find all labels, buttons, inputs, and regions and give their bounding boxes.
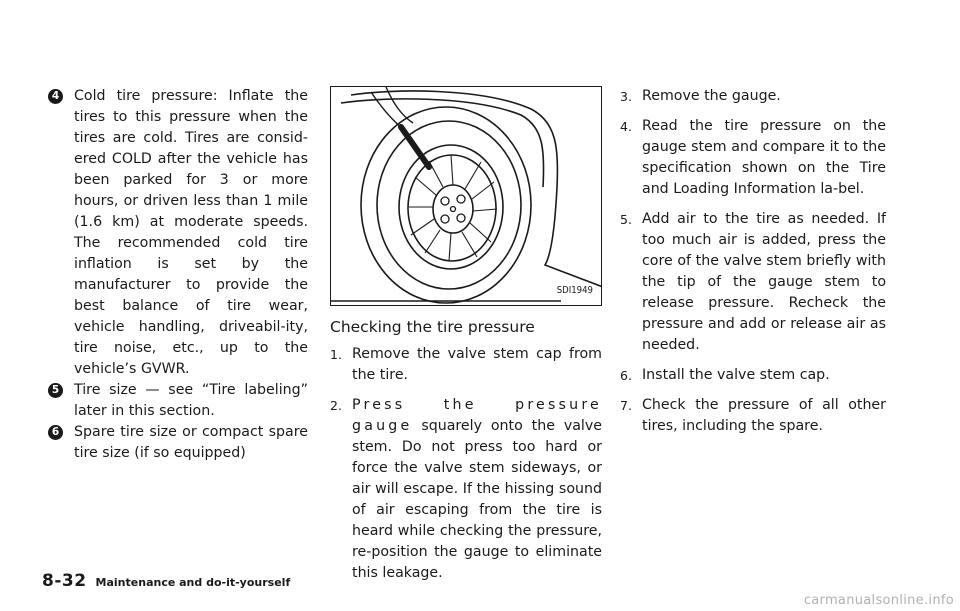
step-text: Remove the gauge. <box>642 88 781 104</box>
step-lead-text: Press the pressure gauge <box>352 397 602 434</box>
step-item <box>620 365 886 386</box>
step-text: Install the valve stem cap. <box>642 367 830 383</box>
note-item <box>48 86 308 380</box>
step-number: 7. <box>620 398 632 413</box>
step-number: 1. <box>330 347 342 362</box>
step-number: 2. <box>330 398 342 413</box>
section-heading: Checking the tire pressure <box>330 318 535 336</box>
step-item <box>330 395 602 584</box>
tire-pressure-gauge-illustration <box>331 87 602 306</box>
watermark: carmanualsonline.info <box>803 593 954 608</box>
page-footer <box>42 571 290 591</box>
note-text: Cold tire pressure: Inflate the tires to this pressure when the tires are cold. Tires are consid-ered COLD after the vehicle has been parked for 3 or more hours, or driven less than 1 mile (1.6 km) at moderate speeds. The recommended cold tire inflation is set by the manufacturer to provide the best balance of tire wear, vehicle handling, driveabil-ity, tire noise, etc., up to the vehicle’s GVWR. <box>74 88 308 377</box>
tire-label-notes <box>48 86 308 464</box>
note-text: Tire size — see “Tire labeling” later in this section. <box>74 382 308 419</box>
note-item <box>48 422 308 464</box>
tire-gauge-figure <box>330 86 602 306</box>
circled-number-marker: 6 <box>48 425 63 440</box>
checking-pressure-section <box>330 86 602 593</box>
step-item <box>620 395 886 437</box>
step-text: Add air to the tire as needed. If too much air is added, press the core of the valve stem briefly with the tip of the gauge stem to release pressure. Recheck the pressure and add or release air as needed. <box>642 211 886 353</box>
step-text: Read the tire pressure on the gauge stem and compare it to the specification shown on the Tire and Loading Information la-bel. <box>642 118 886 197</box>
step-item <box>620 209 886 356</box>
step-number: 5. <box>620 212 632 227</box>
step-item <box>330 344 602 386</box>
checking-pressure-continued <box>620 86 886 446</box>
figure-code: SDI1949 <box>556 285 593 296</box>
section-title: Maintenance and do-it-yourself <box>95 576 291 589</box>
step-text: Check the pressure of all other tires, including the spare. <box>642 397 886 434</box>
step-number: 6. <box>620 368 632 383</box>
note-text: Spare tire size or compact spare tire size (if so equipped) <box>74 424 308 461</box>
step-number: 3. <box>620 89 632 104</box>
page-number: 8-32 <box>42 571 87 591</box>
step-item <box>620 116 886 200</box>
step-item <box>620 86 886 107</box>
circled-number-marker: 4 <box>48 89 63 104</box>
step-text: Remove the valve stem cap from the tire. <box>352 346 602 383</box>
step-text: squarely onto the valve stem. Do not press too hard or force the valve stem sideways, or air will escape. If the hissing sound of air escaping from the tire is heard while checking the pressure, re-position the gauge to eliminate this leakage. <box>352 418 602 581</box>
step-number: 4. <box>620 119 632 134</box>
circled-number-marker: 5 <box>48 383 63 398</box>
note-item <box>48 380 308 422</box>
